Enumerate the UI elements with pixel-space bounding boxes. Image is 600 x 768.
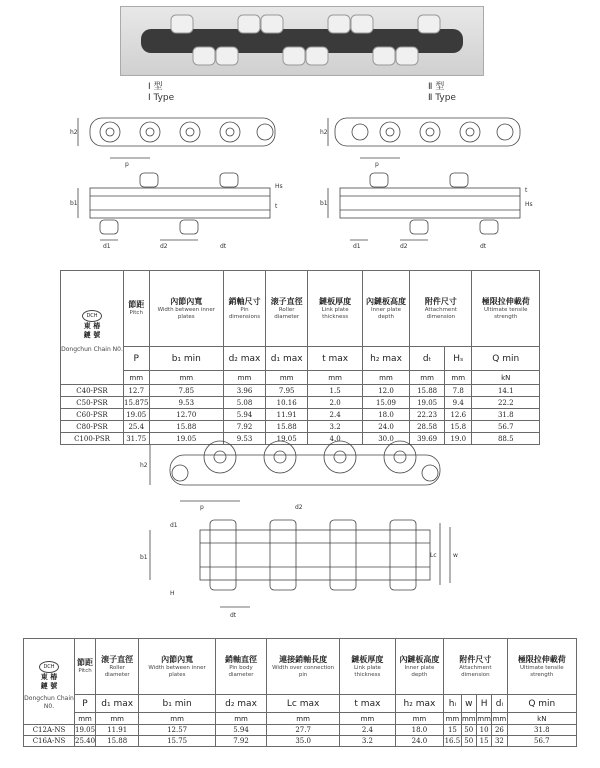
ns-dim-d2: d2 [295,504,303,511]
table-cell: 10 [476,725,491,736]
table-cell: 35.0 [267,736,340,747]
ns-diagram [140,435,460,625]
t1-col-header: 節距 Pitch [124,271,150,347]
t2-col-header: 鏈板厚度 Link plate thickness [340,639,396,695]
chain-number-cell: C100-PSR [61,433,124,445]
t1-col-header: 滚子直徑 Roller diameter [265,271,308,347]
brand-logo-icon: DCH [82,310,102,322]
chain-photo-graphic [121,7,483,75]
t1-sym: Hₛ [445,347,472,371]
table-row [24,736,577,747]
table-cell: 25.40 [75,737,96,745]
table-cell: 15.88 [265,421,308,433]
brand-en: Dongchun Chain N0. [61,345,123,353]
t1-unit: mm [224,371,266,385]
table-row [24,725,577,736]
t2-unit: mm [477,714,491,723]
dim2-p: p [375,161,379,168]
table-cell: 12.7 [124,385,150,397]
table-cell: 5.94 [224,409,266,421]
type2-diagram [320,108,550,258]
table-cell: 39.69 [410,433,445,445]
table-cell: 18.0 [362,409,409,421]
t2-sym: d₂ max [215,695,266,713]
chain-number-cell: C50-PSR [61,397,124,409]
t2-col-header: 節距 Pitch [75,639,96,695]
t2-sym: w [461,695,476,713]
table1 [60,270,540,445]
t2-sym: hᵢ [444,695,461,713]
table-cell: 31.8 [472,409,540,421]
t1-col-header: 銷軸尺寸 Pin dimensions [224,271,266,347]
t1-sym: dₜ [410,347,445,371]
table-cell: 7.92 [224,421,266,433]
table-row [61,409,540,421]
table-cell: 12.6 [445,409,472,421]
table-cell: 15 [444,725,461,736]
table-cell: 31.75 [124,433,150,445]
dim-h2: h2 [70,129,78,136]
brand2-zh1: 東 椿 [40,672,58,681]
table-cell: 22.23 [410,409,445,421]
table-cell: 56.7 [472,421,540,433]
dim2-b1: b1 [320,200,328,207]
table-cell: 30.0 [362,433,409,445]
table-cell: 12.0 [362,385,409,397]
t1-col-header: 附件尺寸 Attachment dimension [410,271,472,347]
t2-sym: d₁ max [96,695,139,713]
table-cell: 19.05 [75,726,96,734]
ns-dim-w: w [453,552,458,559]
table-cell: 7.8 [445,385,472,397]
t2-sym: b₁ min [139,695,216,713]
table-cell: 15.88 [149,421,224,433]
dim-t: t [275,203,278,210]
t2-unit: mm [75,713,96,725]
dim2-dt: dt [480,243,487,250]
t2-unit: mm [492,714,507,723]
t1-col-header: 鏈板厚度 Link plate thickness [308,271,362,347]
brand2-logo-icon: DCH [39,661,59,673]
ns-dim-p: p [200,504,204,511]
table-cell: 2.4 [308,409,362,421]
table-cell: 28.58 [410,421,445,433]
t1-sym: d₁ max [265,347,308,371]
table-cell: 26 [492,725,507,736]
t1-col-header: 內鏈板高度 Inner plate depth [362,271,409,347]
t2-sym: t max [340,695,396,713]
ns-dim-h: H [170,590,175,597]
table2 [23,638,577,747]
t2-sym: Lc max [267,695,340,713]
type2-label [428,82,456,104]
t1-sym: Q min [472,347,540,371]
t1-unit: mm [149,371,224,385]
table-cell: 2.0 [308,397,362,409]
t2-unit: mm [96,713,139,725]
t2-unit: mm [340,713,396,725]
t1-sym: b₁ min [149,347,224,371]
table-cell: 5.94 [215,725,266,736]
table-cell: 9.53 [224,433,266,445]
table-cell: 19.0 [445,433,472,445]
table-cell: 19.05 [410,397,445,409]
dim2-h2: h2 [320,129,328,136]
table-cell: 24.0 [362,421,409,433]
table-cell: 3.2 [308,421,362,433]
table-cell: 50 [461,736,476,747]
table-cell: 4.0 [308,433,362,445]
t1-unit: mm [265,371,308,385]
table-cell: 16.5 [444,737,461,745]
table-cell: 15.88 [410,385,445,397]
t2-col-header: 附件尺寸 Attachment dimension [444,639,507,695]
table-cell: 12.70 [149,409,224,421]
t2-sym: P [75,695,96,713]
table-cell: 1.5 [308,385,362,397]
dim2-d1: d1 [353,243,361,250]
t1-unit: mm [124,371,150,385]
brand2-zh2: 鏈 號 [40,681,58,690]
chain-number-cell: C40-PSR [61,385,124,397]
ns-dim-d1: d1 [170,522,178,529]
t2-unit: mm [267,713,340,725]
dim-d1: d1 [103,243,111,250]
dim2-t: t [525,187,528,194]
table-cell: 11.91 [96,725,139,736]
table-cell: 50 [461,725,476,736]
t2-col-header: 內鏈板高度 Inner plate depth [395,639,444,695]
ns-dim-h2: h2 [140,462,148,469]
table2-brand [24,639,75,725]
table-cell: 15.75 [139,736,216,747]
chain-number-cell: C12A-NS [24,725,75,736]
t1-col-header: 內節內寬 Width between inner plates [149,271,224,347]
t2-col-header: 銷軸直徑 Pin body diameter [215,639,266,695]
type1-zh: Ⅰ 型 [148,82,163,92]
t2-unit: mm [215,713,266,725]
dim2-d2: d2 [400,243,408,250]
table-cell: 3.96 [224,385,266,397]
type2-zh: Ⅱ 型 [428,82,445,92]
t2-col-header: 連接銷軸長度 Width over connection pin [267,639,340,695]
t1-unit: mm [410,371,445,385]
t1-col-header: 極限拉伸載荷 Ultimate tensile strength [472,271,540,347]
type1-diagram [70,108,300,258]
table-cell: 2.4 [340,725,396,736]
table-cell: 25.4 [124,421,150,433]
table-cell: 24.0 [395,736,444,747]
table-cell: 18.0 [395,725,444,736]
table-row [61,397,540,409]
table-cell: 7.95 [265,385,308,397]
type1-label [148,82,174,104]
table-cell: 9.4 [445,397,472,409]
table-cell: 9.53 [149,397,224,409]
table-cell: 15.88 [96,736,139,747]
chain-number-cell: C80-PSR [61,421,124,433]
table-cell: 32 [492,736,507,747]
table-cell: 15 [476,736,491,747]
table1-wrap [60,270,540,445]
t1-sym: t max [308,347,362,371]
t1-sym: P [124,347,150,371]
t2-sym: dᵢ [492,695,507,713]
table-cell: 15.875 [124,398,149,407]
dim-dt: dt [220,243,227,250]
t2-unit: kN [507,713,576,725]
table-cell: 22.2 [472,397,540,409]
table-cell: 7.85 [149,385,224,397]
table-cell: 15.8 [445,421,472,433]
brand-zh1: 東 椿 [83,321,101,330]
table-cell: 12.57 [139,725,216,736]
dim2-hs: Hs [525,201,533,208]
ns-dim-lc: Lc [430,552,437,559]
table-cell: 19.05 [149,433,224,445]
ns-dim-dt: dt [230,612,237,619]
table1-brand [61,271,124,385]
table-cell: 10.16 [265,397,308,409]
t1-unit: mm [362,371,409,385]
dim-p: p [125,161,129,168]
table-cell: 11.91 [265,409,308,421]
t1-unit: mm [445,371,472,385]
table-cell: 7.92 [215,736,266,747]
table-cell: 19.05 [265,433,308,445]
t2-sym: h₂ max [395,695,444,713]
t2-unit: mm [461,714,476,723]
dim-d2: d2 [160,243,168,250]
chain-photo [120,6,484,76]
t1-unit: mm [308,371,362,385]
t2-unit: mm [395,713,444,725]
t1-unit: kN [472,371,540,385]
t2-unit: mm [139,713,216,725]
type2-en: Ⅱ Type [428,93,456,103]
table-cell: 19.05 [124,409,150,421]
table-cell: 88.5 [472,433,540,445]
table-cell: 3.2 [340,736,396,747]
table-cell: 56.7 [507,736,576,747]
brand-zh2: 鏈 號 [83,330,101,339]
table2-wrap [23,638,577,747]
t2-col-header: 滚子直徑 Roller diameter [96,639,139,695]
chain-number-cell: C60-PSR [61,409,124,421]
t1-sym: d₂ max [224,347,266,371]
t2-sym: Q min [507,695,576,713]
dim-hs: Hs [275,183,283,190]
table-cell: 5.08 [224,397,266,409]
table-row [61,385,540,397]
type1-en: Ⅰ Type [148,93,175,103]
t2-col-header: 極限拉伸載荷 Ultimate tensile strength [507,639,576,695]
table-cell: 14.1 [472,385,540,397]
table-cell: 27.7 [267,725,340,736]
dim-b1: b1 [70,200,78,207]
table-row [61,421,540,433]
t2-sym: H [476,695,491,713]
ns-dim-b1: b1 [140,554,148,561]
table-cell: 31.8 [507,725,576,736]
chain-number-cell: C16A-NS [24,736,75,747]
t1-sym: h₂ max [362,347,409,371]
t2-col-header: 內節內寬 Width between inner plates [139,639,216,695]
brand2-en: Dongchun Chain N0. [24,694,74,710]
table-cell: 15.09 [362,397,409,409]
t2-unit: mm [445,714,460,723]
